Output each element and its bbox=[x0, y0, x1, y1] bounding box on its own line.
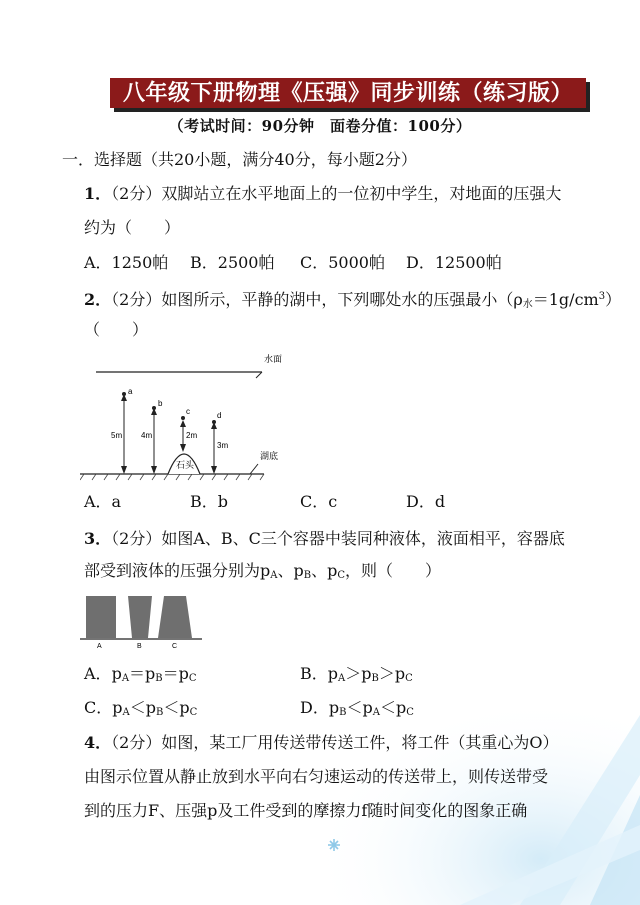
question-text: 双脚站立在水平地面上的一位初中学生，对地面的压强大 bbox=[161, 184, 562, 203]
point-b-marker bbox=[141, 399, 163, 474]
svg-text:3m: 3m bbox=[217, 441, 229, 450]
option-c[interactable]: C．c bbox=[300, 492, 338, 511]
point-a-marker bbox=[111, 387, 133, 474]
option-d[interactable]: D．$p_B<p_A<p_C$ bbox=[300, 698, 414, 718]
question-text: 如图，某工厂用传送带传送工件，将工件（其重心为O） bbox=[161, 733, 559, 752]
option-b[interactable]: B．$p_A>p_B>p_C$ bbox=[300, 664, 413, 684]
container-a bbox=[86, 596, 116, 638]
svg-text:2m: 2m bbox=[186, 431, 198, 440]
rock-label: 石头 bbox=[176, 460, 195, 470]
option-a[interactable]: A．a bbox=[84, 492, 122, 511]
svg-text:B: B bbox=[137, 643, 142, 650]
lake-pressure-figure bbox=[80, 346, 300, 482]
option-b[interactable]: B．2500帕 bbox=[190, 253, 275, 272]
rho-subscript: 水 bbox=[522, 299, 533, 310]
surface-label: 水面 bbox=[264, 354, 283, 364]
svg-text:c: c bbox=[186, 407, 190, 416]
svg-text:5m: 5m bbox=[111, 431, 123, 440]
section-heading: 一．选择题（共20小题，满分40分，每小题2分） bbox=[62, 150, 417, 169]
exam-info: （考试时间：90分钟 面卷分值：100分） bbox=[168, 117, 472, 135]
container-b bbox=[128, 596, 152, 638]
question-number: 1． bbox=[84, 184, 112, 203]
bottom-hatching bbox=[80, 474, 264, 480]
option-b[interactable]: B．b bbox=[190, 492, 229, 511]
question-2-line-1 bbox=[84, 287, 621, 315]
density-value: ＝1g/cm bbox=[532, 290, 599, 309]
title-banner bbox=[110, 78, 586, 108]
question-text: 如图A、B、C三个容器中装同种液体，液面相平，容器底 bbox=[161, 529, 565, 548]
question-1-line-1 bbox=[84, 184, 561, 204]
density-exponent: 3 bbox=[598, 291, 606, 302]
question-number: 3． bbox=[84, 529, 112, 548]
question-score: （2分） bbox=[111, 290, 162, 309]
container-c bbox=[158, 596, 192, 638]
question-score: （2分） bbox=[111, 733, 162, 752]
svg-text:a: a bbox=[128, 387, 133, 396]
question-4-line-3: 到的压力F、压强p及工件受到的摩擦力f随时间变化的图象正确 bbox=[84, 801, 528, 820]
option-c[interactable]: C．5000帕 bbox=[300, 253, 385, 272]
bottom-leader bbox=[250, 464, 258, 474]
question-3-line-2: 部受到液体的压强分别为$p_A$、$p_B$、$p_C$，则（ ） bbox=[84, 561, 442, 581]
question-number: 2． bbox=[84, 290, 112, 309]
question-2-line-2: （ ） bbox=[84, 320, 149, 339]
question-4-line-2: 由图示位置从静止放到水平向右匀速运动的传送带上，则传送带受 bbox=[84, 767, 549, 786]
svg-text:C: C bbox=[172, 643, 178, 650]
svg-text:4m: 4m bbox=[141, 431, 153, 440]
question-3-line-1 bbox=[84, 529, 565, 549]
option-d[interactable]: D．12500帕 bbox=[406, 253, 502, 272]
svg-text:A: A bbox=[97, 643, 102, 650]
option-c[interactable]: C．$p_A<p_B<p_C$ bbox=[84, 698, 198, 718]
surface-leader bbox=[256, 372, 262, 378]
svg-text:d: d bbox=[217, 411, 222, 420]
option-a[interactable]: A．1250帕 bbox=[84, 253, 169, 272]
bottom-label: 湖底 bbox=[260, 451, 279, 461]
option-a[interactable]: A．$p_A=p_B=p_C$ bbox=[84, 664, 197, 684]
question-number: 4． bbox=[84, 733, 112, 752]
svg-text:b: b bbox=[158, 399, 163, 408]
question-4-line-1 bbox=[84, 733, 558, 753]
page-title: 八年级下册物理《压强》同步训练（练习版） bbox=[122, 80, 573, 106]
close-paren: ） bbox=[605, 290, 622, 309]
point-d-marker bbox=[211, 411, 228, 474]
question-text: 如图所示，平静的湖中，下列哪处水的压强最小（ρ bbox=[161, 290, 523, 309]
point-c-marker bbox=[180, 407, 197, 452]
containers-figure bbox=[80, 594, 210, 650]
question-1-line-2: 约为（ ） bbox=[84, 218, 181, 237]
question-score: （2分） bbox=[111, 184, 162, 203]
option-d[interactable]: D．d bbox=[406, 492, 446, 511]
question-score: （2分） bbox=[111, 529, 162, 548]
